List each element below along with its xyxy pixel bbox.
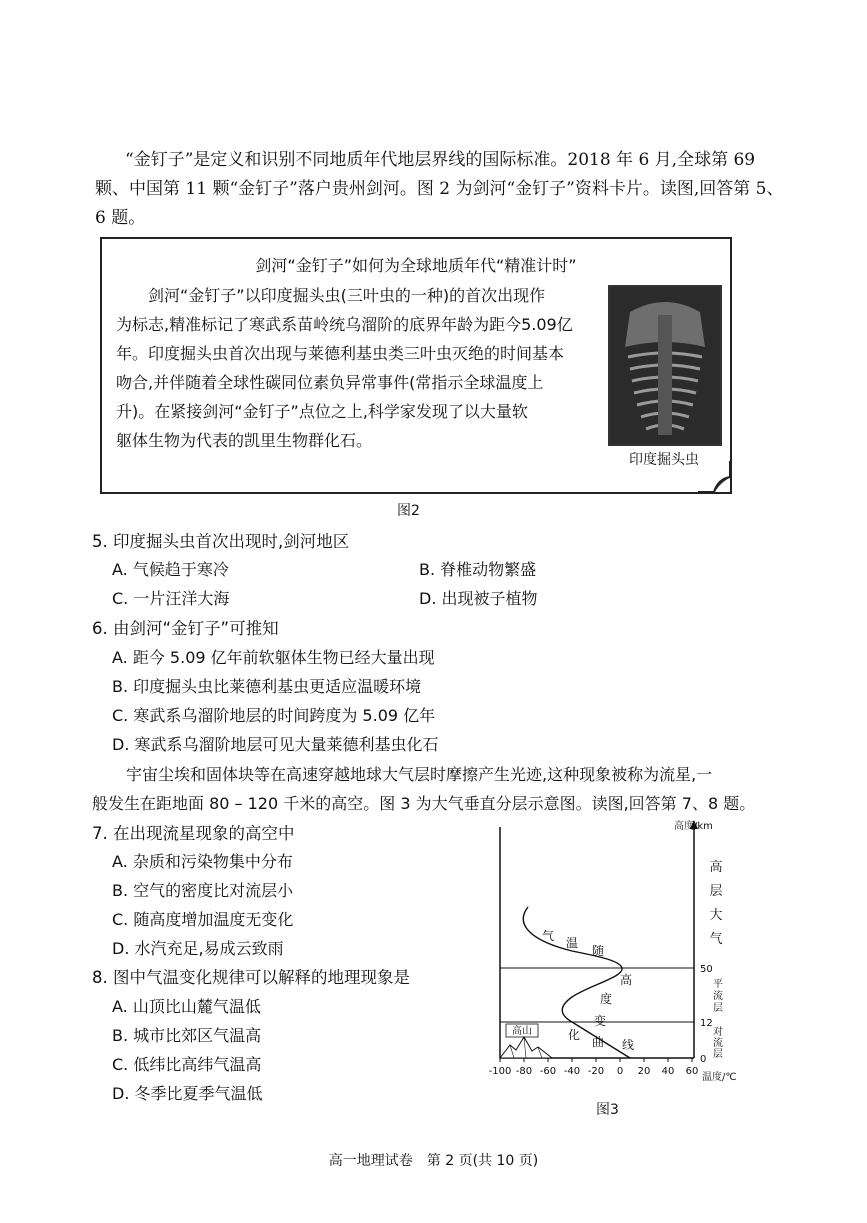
card-text-line: 为标志,精准标记了寒武系苗岭统乌溜阶的底界年龄为距今5.09亿 (116, 315, 573, 334)
y-tick-label: 50 (700, 964, 713, 975)
q7-option-a[interactable]: A. 杂质和污染物集中分布 (112, 852, 293, 871)
q6-option-b[interactable]: B. 印度掘头虫比莱德利基虫更适应温暖环境 (112, 677, 422, 696)
intro2-line-2: 般发生在距地面 80 – 120 千米的高空。图 3 为大气垂直分层示意图。读图,回答第 7、8 题。 (92, 794, 756, 813)
q7-option-d[interactable]: D. 水汽充足,易成云致雨 (112, 939, 284, 958)
q8-option-d[interactable]: D. 冬季比夏季气温低 (112, 1084, 263, 1103)
q6-option-c[interactable]: C. 寒武系乌溜阶地层的时间跨度为 5.09 亿年 (112, 706, 436, 725)
layer-strat-char: 平 (713, 979, 723, 990)
mountain-label: 高山 (512, 1026, 532, 1037)
q7-option-c[interactable]: C. 随高度增加温度无变化 (112, 910, 294, 929)
x-tick-label: -40 (563, 1066, 581, 1077)
q8-option-b[interactable]: B. 城市比郊区气温高 (112, 1026, 262, 1045)
curve-label-char: 随 (591, 944, 605, 958)
q8-stem: 8. 图中气温变化规律可以解释的地理现象是 (92, 968, 410, 987)
figure-3-caption: 图3 (596, 1102, 619, 1118)
q7-stem: 7. 在出现流星现象的高空中 (92, 824, 295, 843)
page-curl-icon (698, 461, 732, 494)
page-footer: 高一地理试卷 第 2 页(共 10 页) (328, 1153, 539, 1169)
card-text-line: 躯体生物为代表的凯里生物群化石。 (116, 431, 373, 450)
x-tick-label: 40 (661, 1066, 675, 1077)
curve-label-char: 化 (567, 1028, 581, 1042)
layer-upper-char: 大 (709, 908, 723, 923)
curve-label-char: 线 (621, 1038, 635, 1052)
x-tick-label: -20 (587, 1066, 605, 1077)
layer-upper-char: 气 (709, 932, 723, 947)
x-tick-label: -100 (488, 1066, 512, 1077)
intro-line-3: 6 题。 (95, 208, 146, 228)
card-text (116, 281, 594, 455)
layer-tropo-char: 对 (713, 1027, 723, 1038)
y-axis-label: 高度/km (674, 821, 713, 832)
curve-label-char: 高 (619, 973, 633, 987)
q6-option-a[interactable]: A. 距今 5.09 亿年前软躯体生物已经大量出现 (112, 648, 435, 667)
x-tick-label: 20 (637, 1066, 651, 1077)
card-text-line: 升)。在紧接剑河“金钉子”点位之上,科学家发现了以大量软 (116, 402, 528, 421)
q5-stem: 5. 印度掘头虫首次出现时,剑河地区 (92, 532, 350, 551)
layer-upper-char: 高 (709, 860, 723, 875)
q7-option-b[interactable]: B. 空气的密度比对流层小 (112, 881, 294, 900)
layer-strat-char: 流 (713, 991, 723, 1002)
y-tick-label: 12 (700, 1018, 713, 1029)
atmosphere-layers-diagram (480, 815, 750, 1085)
q8-option-c[interactable]: C. 低纬比高纬气温高 (112, 1055, 262, 1074)
figure-2-caption: 图2 (397, 503, 420, 519)
x-tick-label: -60 (539, 1066, 557, 1077)
curve-label-char: 温 (565, 936, 579, 950)
curve-label-char: 变 (593, 1014, 607, 1028)
intro-line-1: “金钉子”是定义和识别不同地质年代地层界线的国际标准。2018 年 6 月,全球第 69 (125, 150, 756, 170)
curve-label-char: 度 (599, 992, 613, 1006)
x-axis-label: 温度/℃ (702, 1072, 737, 1083)
trilobite-fossil-image (608, 285, 722, 446)
q6-option-d[interactable]: D. 寒武系乌溜阶地层可见大量莱德利基虫化石 (112, 735, 439, 754)
card-text-line: 剑河“金钉子”以印度掘头虫(三叶虫的一种)的首次出现作 (148, 286, 546, 305)
layer-strat-char: 层 (713, 1003, 723, 1014)
x-tick-label: 0 (616, 1066, 624, 1077)
x-tick-label: 60 (685, 1066, 699, 1077)
layer-upper-char: 层 (709, 884, 723, 899)
curve-label-char: 曲 (591, 1035, 605, 1049)
layer-tropo-char: 层 (713, 1049, 723, 1060)
card-text-line: 吻合,并伴随着全球性碳同位素负异常事件(常指示全球温度上 (116, 373, 544, 392)
y-tick-label: 0 (700, 1054, 707, 1065)
layer-tropo-char: 流 (713, 1038, 723, 1049)
card-title: 剑河“金钉子”如何为全球地质年代“精准计时” (255, 256, 577, 275)
x-tick-label: -80 (515, 1066, 533, 1077)
q5-option-a[interactable]: A. 气候趋于寒冷 (112, 560, 229, 579)
image-caption: 印度掘头虫 (629, 452, 699, 468)
curve-label-char: 气 (541, 929, 555, 943)
intro2-line-1: 宇宙尘埃和固体块等在高速穿越地球大气层时摩擦产生光迹,这种现象被称为流星,一 (126, 765, 713, 784)
q5-option-c[interactable]: C. 一片汪洋大海 (112, 589, 230, 608)
intro-line-2: 颗、中国第 11 颗“金钉子”落户贵州剑河。图 2 为剑河“金钉子”资料卡片。读图,回答第 5、 (95, 179, 784, 199)
q5-option-d[interactable]: D. 出现被子植物 (419, 589, 538, 608)
q8-option-a[interactable]: A. 山顶比山麓气温低 (112, 997, 261, 1016)
info-card (100, 237, 732, 494)
card-text-line: 年。印度掘头虫首次出现与莱德利基虫类三叶虫灭绝的时间基本 (116, 344, 565, 363)
q5-option-b[interactable]: B. 脊椎动物繁盛 (419, 560, 537, 579)
q6-stem: 6. 由剑河“金钉子”可推知 (92, 619, 279, 638)
